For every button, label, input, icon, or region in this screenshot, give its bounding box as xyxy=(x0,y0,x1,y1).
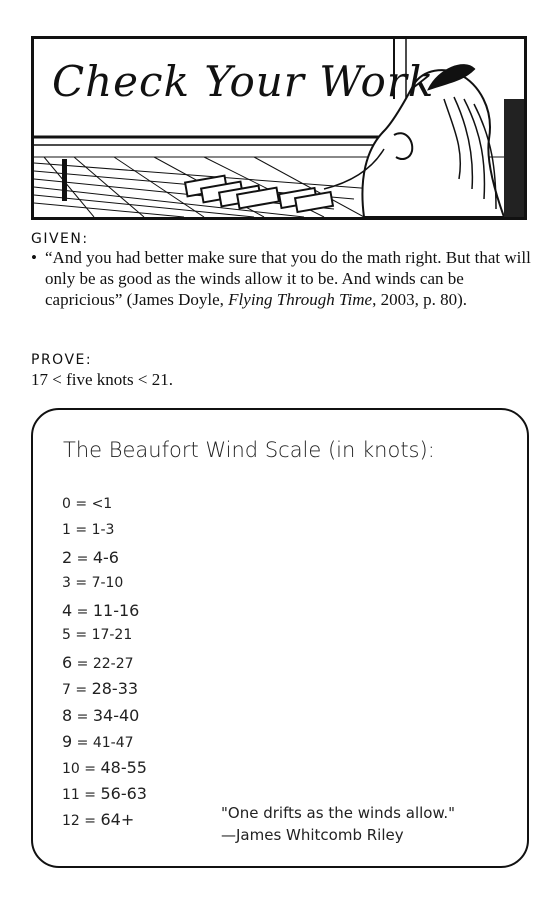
force-number: 1 xyxy=(62,522,71,539)
force-number: 3 xyxy=(62,574,71,591)
knot-range: 56-63 xyxy=(100,784,147,804)
prove-statement: 17 < five knots < 21. xyxy=(31,370,173,389)
knot-range: 48-55 xyxy=(100,757,147,777)
knot-range: 22-27 xyxy=(92,656,134,673)
quote-text: "One drifts as the winds allow." xyxy=(221,804,456,822)
knot-range: 28-33 xyxy=(91,679,139,699)
force-number: 5 xyxy=(62,626,71,643)
knot-range: <1 xyxy=(91,496,113,512)
book-title: Flying Through Time xyxy=(228,290,373,309)
force-number: 10 xyxy=(62,760,80,777)
scale-row: 6 = 22-27 xyxy=(62,653,134,673)
riley-quote xyxy=(221,802,455,846)
force-number: 4 xyxy=(62,600,73,620)
force-number: 7 xyxy=(62,682,71,699)
scale-row: 11 = 56-63 xyxy=(62,784,147,804)
scale-row: 4 = 11-16 xyxy=(62,600,140,620)
force-number: 9 xyxy=(62,731,73,751)
scale-row: 8 = 34-40 xyxy=(62,705,140,725)
scale-list xyxy=(62,496,147,836)
knot-range: 7-10 xyxy=(91,574,124,591)
force-number: 2 xyxy=(62,548,73,568)
knot-range: 17-21 xyxy=(91,626,133,643)
banner-title: Check Your Work xyxy=(52,57,435,106)
given-quote-body xyxy=(45,247,531,310)
scale-title: The Beaufort Wind Scale (in knots): xyxy=(63,438,435,462)
knot-range: 1-3 xyxy=(91,522,115,539)
force-number: 12 xyxy=(62,813,80,830)
knot-range: 41-47 xyxy=(92,734,134,751)
scale-row: 1 = 1-3 xyxy=(62,522,115,539)
scale-row: 2 = 4-6 xyxy=(62,548,119,568)
force-number: 6 xyxy=(62,653,73,673)
scale-row: 12 = 64+ xyxy=(62,810,135,830)
scale-row: 0 = <1 xyxy=(62,496,113,512)
prove-label: PROVE: xyxy=(31,352,93,368)
knot-range: 64+ xyxy=(100,810,135,830)
given-citation: , 2003, p. 80). xyxy=(372,290,467,309)
force-number: 11 xyxy=(62,787,80,804)
given-quote xyxy=(31,247,531,310)
scale-row: 5 = 17-21 xyxy=(62,626,133,643)
scale-row: 3 = 7-10 xyxy=(62,574,124,591)
force-number: 0 xyxy=(62,496,71,512)
knot-range: 34-40 xyxy=(92,705,140,725)
knot-range: 4-6 xyxy=(92,548,119,568)
scale-row: 9 = 41-47 xyxy=(62,731,134,751)
given-label: GIVEN: xyxy=(31,231,89,247)
knot-range: 11-16 xyxy=(92,600,140,620)
given-quote-text: “And you had better make sure that you do the math right. But that will only be as good as the winds allow it to be. And winds can be capricious” (James Doyle, xyxy=(45,248,531,309)
scale-row: 7 = 28-33 xyxy=(62,679,139,699)
quote-attribution: —James Whitcomb Riley xyxy=(221,826,404,844)
force-number: 8 xyxy=(62,705,73,725)
scale-row: 10 = 48-55 xyxy=(62,757,147,777)
header-illustration xyxy=(31,36,527,220)
beaufort-scale-box xyxy=(31,408,529,868)
bullet: • xyxy=(31,248,37,267)
